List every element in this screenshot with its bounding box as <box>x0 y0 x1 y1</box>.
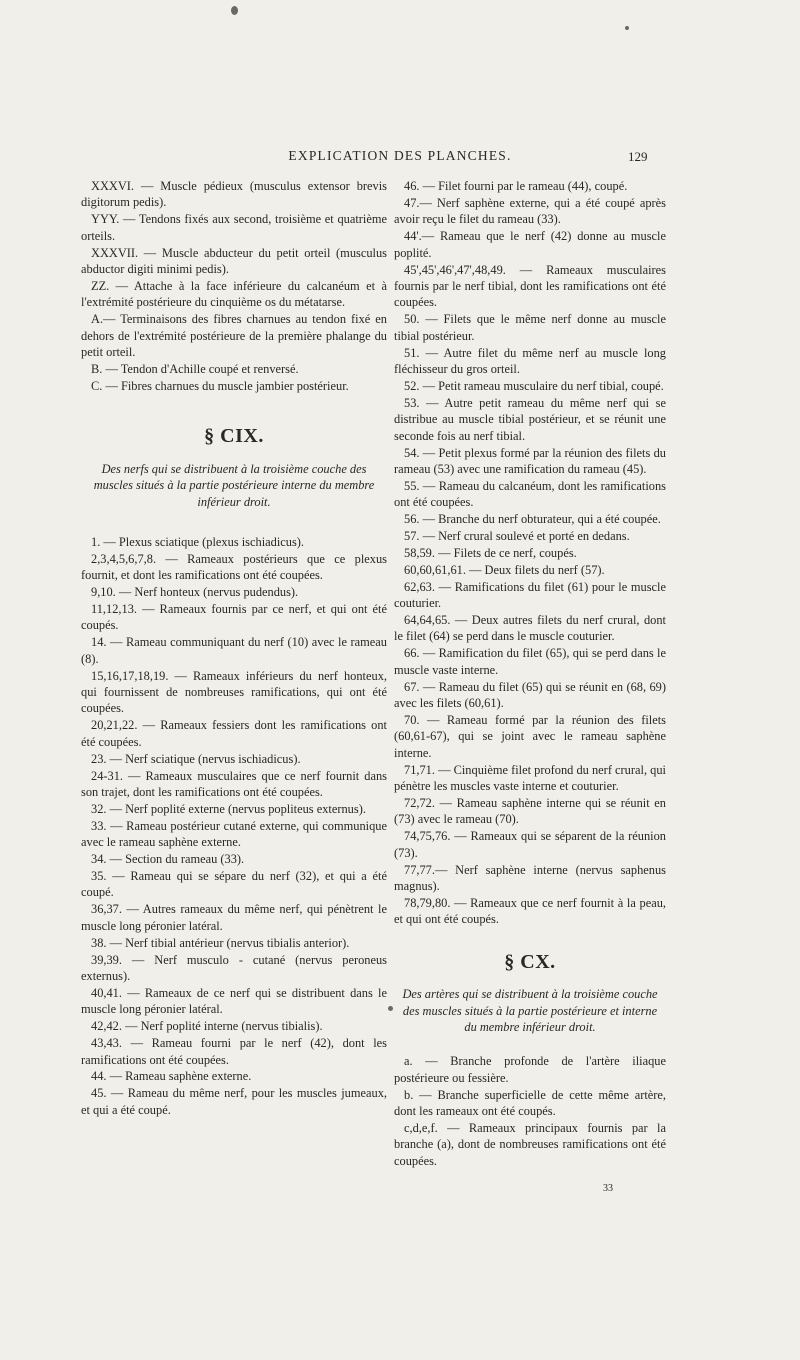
section-subtitle: Des nerfs qui se distribuent à la troisième couche des muscles situés à la partie postérieure interne du membre inférieur droit. <box>93 461 375 509</box>
legend-entry: 77,77.— Nerf saphène interne (nervus saphenus magnus). <box>394 862 666 894</box>
legend-entry: 53. — Autre petit rameau du même nerf qui se distribue au muscle tibial postérieur, et se réunit une seconde fois au nerf tibial. <box>394 395 666 443</box>
legend-entry: 2,3,4,5,6,7,8. — Rameaux postérieurs que ce plexus fournit, et dont les ramifications ont été coupées. <box>81 551 387 583</box>
legend-entry: ZZ. — Attache à la face inférieure du calcanéum et à l'extrémité postérieure du cinquième os du métatarse. <box>81 278 387 310</box>
legend-entry: a. — Branche profonde de l'artère iliaque postérieure ou fessière. <box>394 1054 666 1085</box>
legend-entry: 1. — Plexus sciatique (plexus ischiadicus). <box>91 534 305 549</box>
legend-entry: 56. — Branche du nerf obturateur, qui a été coupée. <box>404 512 661 527</box>
legend-entry: 9,10. — Nerf honteux (nervus pudendus). <box>91 585 299 600</box>
legend-entry: 14. — Rameau communiquant du nerf (10) avec le rameau (8). <box>81 635 387 666</box>
legend-entry: 11,12,13. — Rameaux fournis par ce nerf, et qui ont été coupés. <box>81 602 387 633</box>
legend-entry: 50. — Filets que le même nerf donne au muscle tibial postérieur. <box>394 312 666 343</box>
legend-entry: 58,59. — Filets de ce nerf, coupés. <box>404 545 577 560</box>
running-head: EXPLICATION DES PLANCHES. <box>288 148 512 163</box>
legend-entry: 20,21,22. — Rameaux fessiers dont les ramifications ont été coupées. <box>81 718 387 749</box>
section-subtitle: Des artères qui se distribuent à la troisième couche des muscles situés à la partie postérieure et interne du membre inférieur droit. <box>402 987 658 1034</box>
legend-entry: 46. — Filet fourni par le rameau (44), coupé. <box>404 179 628 193</box>
legend-entry: 78,79,80. — Rameaux que ce nerf fournit à la peau, et qui ont été coupés. <box>394 895 666 927</box>
legend-entry: 55. — Rameau du calcanéum, dont les ramifications ont été coupées. <box>394 478 666 510</box>
legend-entry: 35. — Rameau qui se sépare du nerf (32), et qui a été coupé. <box>81 869 387 900</box>
legend-entry: B. — Tendon d'Achille coupé et renversé. <box>91 361 299 376</box>
legend-entry: b. — Branche superficielle de cette même artère, dont les rameaux ont été coupés. <box>394 1087 666 1119</box>
legend-entry: 47.— Nerf saphène externe, qui a été coupé après avoir reçu le filet du rameau (33). <box>394 195 666 227</box>
legend-entry: 45. — Rameau du même nerf, pour les muscles jumeaux, et qui a été coupé. <box>81 1086 387 1117</box>
section-title: § CX. <box>504 950 556 973</box>
ink-speck <box>388 1006 393 1011</box>
legend-entry: 33. — Rameau postérieur cutané externe, qui communique avec le rameau saphène externe. <box>81 818 387 850</box>
legend-entry: 62,63. — Ramifications du filet (61) pour le muscle couturier. <box>394 579 666 611</box>
legend-entry: 39,39. — Nerf musculo - cutané (nervus peroneus externus). <box>81 952 387 983</box>
legend-entry: 34. — Section du rameau (33). <box>91 852 245 867</box>
legend-entry: 52. — Petit rameau musculaire du nerf tibial, coupé. <box>404 378 664 393</box>
legend-entry: 60,60,61,61. — Deux filets du nerf (57). <box>404 562 605 577</box>
legend-entry: 66. — Ramification du filet (65), qui se perd dans le muscle vaste interne. <box>394 646 666 677</box>
legend-entry: 38. — Nerf tibial antérieur (nervus tibialis anterior). <box>91 935 350 950</box>
section-title: § CIX. <box>204 425 264 448</box>
legend-entry: 67. — Rameau du filet (65) qui se réunit en (68, 69) avec les filets (60,61). <box>394 679 666 711</box>
legend-entry: 64,64,65. — Deux autres filets du nerf crural, dont le filet (64) se perd dans le muscle couturier. <box>394 613 666 644</box>
legend-entry: 36,37. — Autres rameaux du même nerf, qui pénètrent le muscle long péronier latéral. <box>81 902 387 933</box>
legend-entry: 54. — Petit plexus formé par la réunion des filets du rameau (53) avec une ramification du rameau (45). <box>394 445 666 476</box>
legend-entry: XXXVI. — Muscle pédieux (musculus extensor brevis digitorum pedis). <box>81 179 387 210</box>
legend-entry: c,d,e,f. — Rameaux principaux fournis par la branche (a), dont de nombreuses ramifications ont été coupées. <box>394 1121 666 1168</box>
legend-entry: 42,42. — Nerf poplité interne (nervus tibialis). <box>91 1019 323 1034</box>
legend-entry: C. — Fibres charnues du muscle jambier postérieur. <box>91 378 349 393</box>
legend-entry: 72,72. — Rameau saphène interne qui se réunit en (73) avec le rameau (70). <box>394 796 666 827</box>
legend-entry: 43,43. — Rameau fourni par le nerf (42), dont les ramifications ont été coupées. <box>81 1036 387 1067</box>
legend-entry: 74,75,76. — Rameaux qui se séparent de la réunion (73). <box>394 829 666 860</box>
legend-entry: 32. — Nerf poplité externe (nervus popliteus externus). <box>91 801 366 816</box>
ink-speck <box>625 26 629 30</box>
legend-entry: 23. — Nerf sciatique (nervus ischiadicus). <box>91 751 301 766</box>
legend-entry: 40,41. — Rameaux de ce nerf qui se distribuent dans le muscle long péronier latéral. <box>81 985 387 1017</box>
ink-speck <box>231 6 238 15</box>
legend-entry: 24-31. — Rameaux musculaires que ce nerf fournit dans son trajet, dont les ramifications ont été coupées. <box>81 768 387 799</box>
right-column <box>394 178 666 1170</box>
left-column <box>81 178 387 1119</box>
legend-entry: 44. — Rameau saphène externe. <box>91 1069 252 1084</box>
legend-entry: 15,16,17,18,19. — Rameaux inférieurs du nerf honteux, qui fournissent de nombreuses ramifications, qui ont été coupées. <box>81 668 387 716</box>
page-number: 129 <box>628 149 648 164</box>
legend-entry: 71,71. — Cinquième filet profond du nerf crural, qui pénètre les muscles vaste interne et couturier. <box>394 762 666 794</box>
legend-entry: 57. — Nerf crural soulevé et porté en dedans. <box>404 529 630 544</box>
legend-entry: A.— Terminaisons des fibres charnues au tendon fixé en dehors de l'extrémité postérieure de la première phalange du petit orteil. <box>81 312 387 360</box>
signature-mark: 33 <box>603 1183 613 1194</box>
legend-entry: 70. — Rameau formé par la réunion des filets (60,61-67), qui se joint avec le rameau saphène interne. <box>394 713 666 760</box>
legend-entry: 44'.— Rameau que le nerf (42) donne au muscle poplité. <box>394 229 666 260</box>
legend-entry: 45',45',46',47',48,49. — Rameaux musculaires fournis par le nerf tibial, dont les ramifications ont été coupées. <box>394 262 666 310</box>
legend-entry: YYY. — Tendons fixés aux second, troisième et quatrième orteils. <box>81 212 387 243</box>
legend-entry: 51. — Autre filet du même nerf au muscle long fléchisseur du gros orteil. <box>394 345 666 376</box>
legend-entry: XXXVII. — Muscle abducteur du petit orteil (musculus abductor digiti minimi pedis). <box>81 245 387 277</box>
